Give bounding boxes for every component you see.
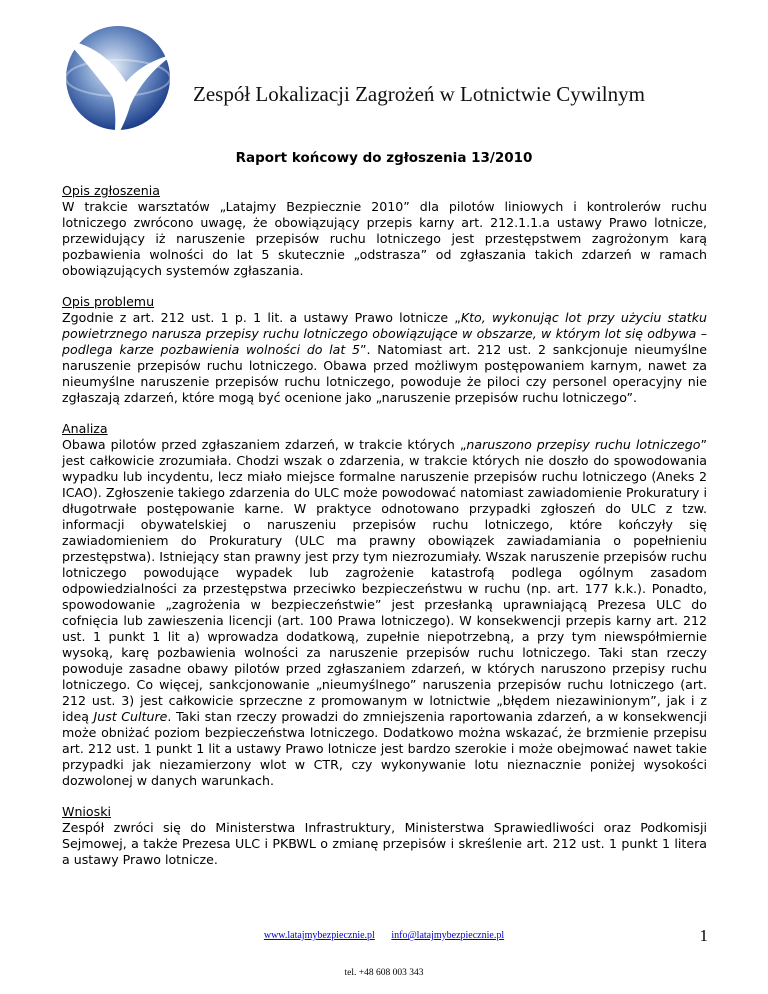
section-heading: Wnioski [62, 804, 111, 819]
section-wnioski [62, 804, 707, 868]
section-paragraph [62, 437, 707, 789]
law-quote: Kto, wykonując lot przy użyciu statku powietrznego narusza przepisy ruchu lotniczego obowiązujące w obszarze, w którym lot się odbywa – podlega karze pozbawienia wolności do lat 5 [62, 310, 707, 357]
website-link[interactable]: www.latajmybezpiecznie.pl [263, 930, 375, 941]
phone-number: tel. +48 608 003 343 [344, 968, 424, 978]
italic-phrase: Just Culture [93, 709, 168, 724]
italic-phrase: naruszono przepisy ruchu lotniczego [466, 437, 701, 452]
paragraph-text: ” jest całkowicie zrozumiała. Chodzi wszak o zdarzenia, w trakcie których nie doszło do spowodowania wypadku lub incydentu, lecz miało miejsce formalne naruszenie przepisów ruchu lotniczego (Aneks 2 ICAO). Zgłoszenie takiego zdarzenia do ULC może powodować natomiast zawiadomienie Prokuratury i długotrwałe postępowanie karne. W praktyce odnotowano przypadki zgłoszeń do ULC z tzw. informacji obywatelskiej o naruszeniu przepisów ruchu lotniczego, które kończyły się zawiadomieniem do Prokuratury (ULC ma prawny obowiązek zawiadamiania o popełnieniu przestępstwa). Istniejący stan prawny jest przy tym niezrozumiały. Wszak naruszenie przepisów ruchu lotniczego powodujące wypadek lub zagrożenie katastrofą podlega ogólnym zasadom odpowiedzialności za przestępstwa przeciwko bezpieczeństwu w ruchu (np. art. 177 k.k.). Ponadto, spowodowanie „zagrożenia w bezpieczeństwie” jest przesłanką uprawniającą Prezesa ULC do cofnięcia lub zawieszenia licencji (art. 100 Prawa lotniczego). W konsekwencji przepis karny art. 212 ust. 1 punkt 1 lit a) wprowadza dodatkową, zupełnie niepotrzebną, a przy tym niewspółmiernie wysoką, karę pozbawienia wolności za naruszenie przepisów ruchu lotniczego. Taki stan rzeczy powoduje zasadne obawy pilotów przed zgłaszaniem zdarzeń, w których naruszono przepisy ruchu lotniczego. Co więcej, sankcjonowanie „nieumyślnego” naruszenia przepisów ruchu lotniczego (art. 212 ust. 3) jest całkowicie sprzeczne z promowanym w lotnictwie „błędem niezawinionym”, jak i z ideą [62, 437, 707, 724]
report-body [62, 183, 707, 883]
footer-links [0, 930, 768, 941]
organization-title: Zespół Lokalizacji Zagrożeń w Lotnictwie Cywilnym [193, 82, 645, 106]
bird-globe-logo-icon [56, 10, 176, 150]
section-paragraph: Zespół zwróci się do Ministerstwa Infrastruktury, Ministerstwa Sprawiedliwości oraz Podkomisji Sejmowej, a także Prezesa ULC i PKBWL o zmianę przepisów i skreślenie art. 212 ust. 1 punkt 1 litera a ustawy Prawo lotnicze. [62, 820, 707, 867]
section-opis-zgloszenia [62, 183, 707, 279]
paragraph-text: Obawa pilotów przed zgłaszaniem zdarzeń, w trakcie których „ [62, 437, 467, 452]
section-heading: Opis zgłoszenia [62, 183, 160, 198]
section-paragraph: W trakcie warsztatów „Latajmy Bezpiecznie 2010” dla pilotów liniowych i kontrolerów ruchu lotniczego zwrócono uwagę, że obowiązujący przepis karny art. 212.1.1.a ustawy Prawo lotnicze, przewidujący iż naruszenie przepisów ruchu lotniczego jest przestępstwem zagrożonym karą pozbawienia wolności do lat 5 skutecznie „odstrasza” od zgłaszania takich zdarzeń w ramach obowiązujących systemów zgłaszania. [62, 199, 707, 278]
section-heading: Analiza [62, 421, 108, 436]
paragraph-text: Zgodnie z art. 212 ust. 1 p. 1 lit. a ustawy Prawo lotnicze „ [62, 310, 461, 325]
email-link[interactable]: info@latajmybezpiecznie.pl [391, 930, 505, 941]
section-heading: Opis problemu [62, 294, 155, 309]
section-opis-problemu [62, 294, 707, 406]
paragraph-text: . Taki stan rzeczy prowadzi do zmniejszenia raportowania zdarzeń, a w konsekwencji może obniżać poziom bezpieczeństwa lotniczego. Dodatkowo można wskazać, że brzmienie przepisu art. 212 ust. 1 punkt 1 lit a ustawy Prawo lotnicze jest bardzo szerokie i może obejmować nawet takie przypadki jak niezamierzony wlot w CTR, czy wykonywanie lotu nieznacznie poniżej wysokości dozwolonej w danych warunkach. [62, 709, 707, 788]
page-number: 1 [699, 926, 708, 945]
section-analiza [62, 421, 707, 789]
section-paragraph [62, 310, 707, 406]
report-title: Raport końcowy do zgłoszenia 13/2010 [235, 150, 533, 166]
paragraph-text: ”. Natomiast art. 212 ust. 2 sankcjonuje nieumyślne naruszenie przepisów ruchu lotniczego. Obawa przed możliwym postępowaniem karnym, nawet za nieumyślne naruszenie przepisów ruchu lotniczego, powoduje że piloci czy personel operacyjny nie zgłaszają zdarzeń, które mogą być ocenione jako „naruszenie przepisów ruchu lotniczego”. [62, 342, 707, 405]
